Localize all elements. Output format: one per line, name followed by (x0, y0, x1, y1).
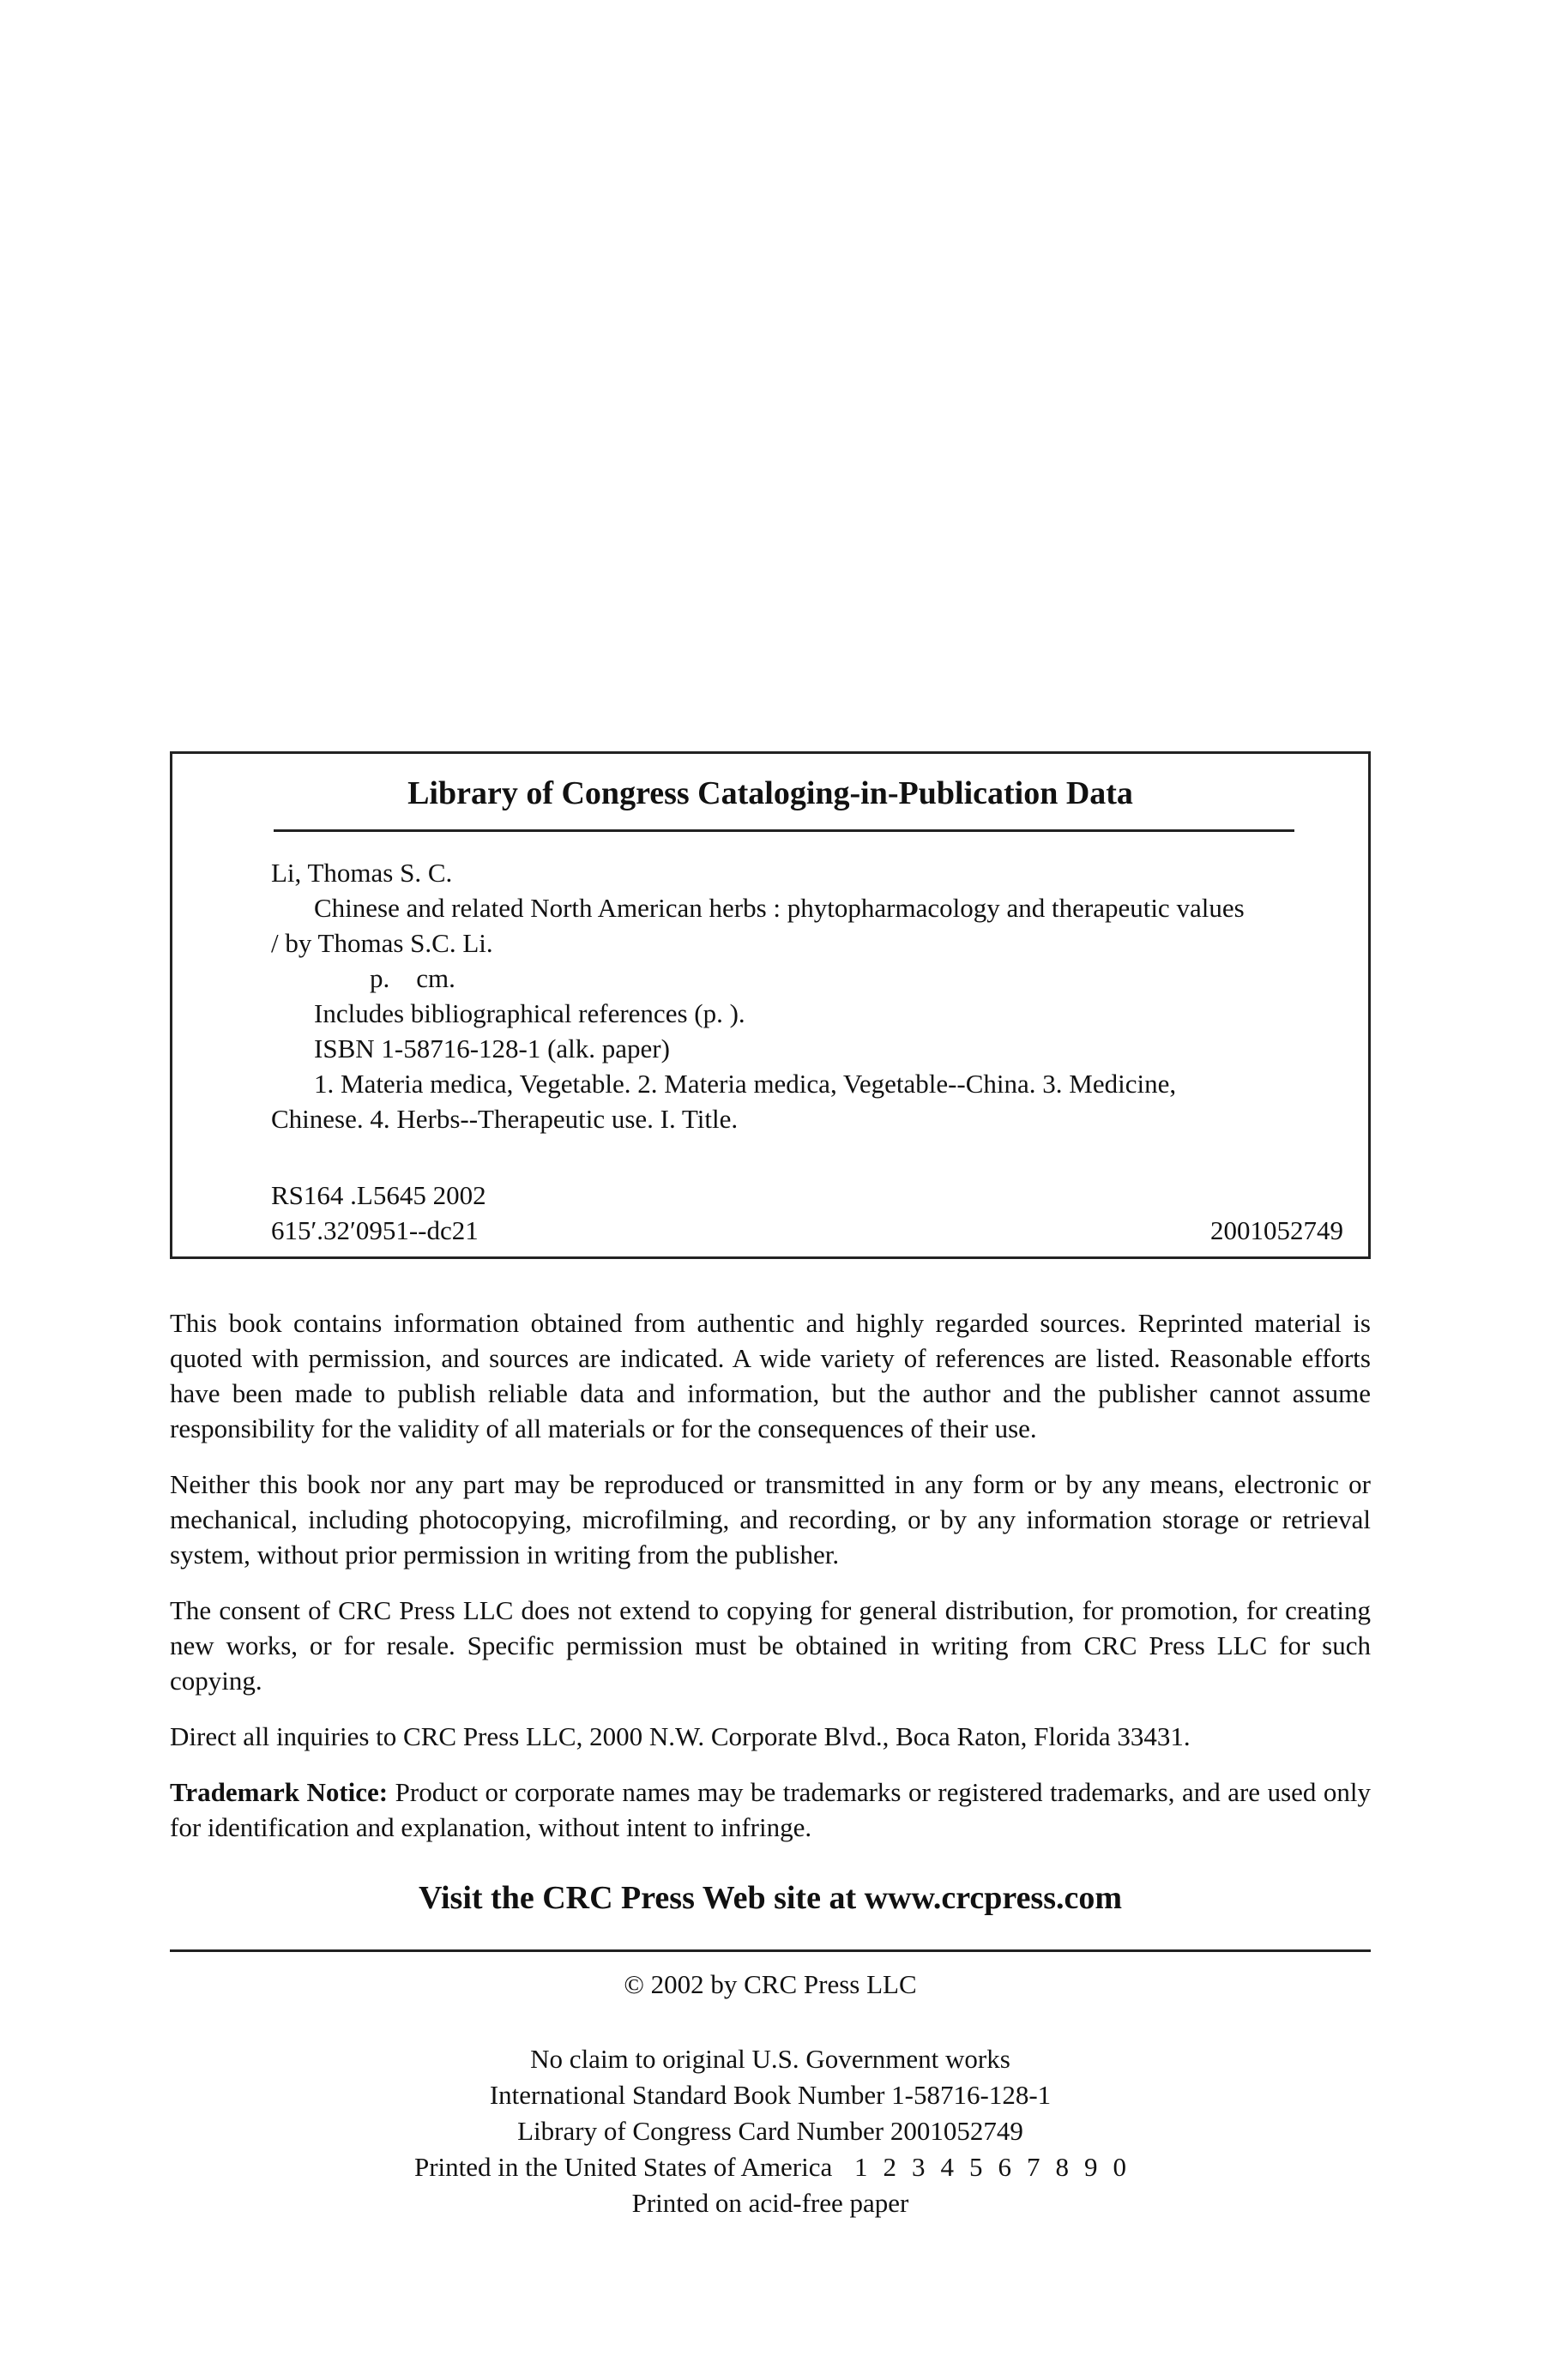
printing-number: 8 (1055, 2152, 1070, 2182)
printing-number: 0 (1113, 2152, 1127, 2182)
printed-in-line (170, 2149, 1371, 2185)
printing-number: 5 (969, 2152, 983, 2182)
cip-subjects: 1. Materia medica, Vegetable. 2. Materia medica, Vegetable--China. 3. Medicine, (314, 1069, 1177, 1099)
colophon (170, 2041, 1371, 2221)
cip-record (271, 855, 1343, 1136)
cip-dewey-row (271, 1213, 1343, 1248)
cip-data-box (170, 751, 1371, 1259)
cip-title: Library of Congress Cataloging-in-Publication Data (407, 775, 1133, 811)
lccn-line: Library of Congress Card Number 2001052749 (517, 2116, 1023, 2146)
cip-title-rule (274, 829, 1294, 832)
cip-lc-class: RS164 .L5645 2002 (271, 1180, 486, 1210)
acid-free-line: Printed on acid-free paper (631, 2188, 909, 2218)
isbn-line: International Standard Book Number 1-58716-128-1 (489, 2080, 1052, 2110)
copyright-line: © 2002 by CRC Press LLC (624, 1969, 917, 1999)
printing-number: 9 (1084, 2152, 1098, 2182)
cip-lccn: 2001052749 (1210, 1215, 1343, 1245)
notice-consent: The consent of CRC Press LLC does not extend to copying for general distribution, for promotion, for creating new works, or for resale. Specific permission must be obtained in writing from CRC Press LLC for such copying. (170, 1595, 1371, 1696)
visit-website: Visit the CRC Press Web site at www.crcpress.com (418, 1880, 1123, 1916)
notice-reproduction: Neither this book nor any part may be reproduced or transmitted in any form or by any means, electronic or mechanical, including photocopying, microfilming, and recording, or by any information storage or retrieval system, without prior permission in writing from the publisher. (170, 1469, 1371, 1570)
notice-sources: This book contains information obtained from authentic and highly regarded sources. Reprinted material is quoted with permission, and sources are indicated. A wide variety of references are listed. Reasonable efforts have been made to publish reliable data and information, but the author and the publisher cannot assume responsibility for the validity of all materials or for the consequences of their use. (170, 1308, 1371, 1443)
legal-notices (170, 1305, 1371, 1845)
printed-in-text: Printed in the United States of America (413, 2152, 833, 2182)
printing-number: 1 (854, 2152, 868, 2182)
cip-book-title-cont: / by Thomas S.C. Li. (271, 928, 493, 958)
trademark-text: Product or corporate names may be trademarks or registered trademarks, and are used only for identification and explanation, without intent to infringe. (170, 1777, 1371, 1842)
notice-inquiries: Direct all inquiries to CRC Press LLC, 2000 N.W. Corporate Blvd., Boca Raton, Florida 33431. (170, 1721, 1191, 1751)
printing-number: 6 (998, 2152, 1012, 2182)
cip-author: Li, Thomas S. C. (271, 858, 453, 888)
cip-isbn: ISBN 1-58716-128-1 (alk. paper) (314, 1033, 670, 1063)
cip-book-title: Chinese and related North American herbs : phytopharmacology and therapeutic values (314, 893, 1245, 923)
printing-number: 3 (912, 2152, 926, 2182)
trademark-label: Trademark Notice: (170, 1777, 389, 1807)
cip-bibliography: Includes bibliographical references (p. ). (314, 998, 745, 1028)
cip-classification (271, 1178, 1343, 1248)
cip-dewey: 615′.32′0951--dc21 (271, 1215, 479, 1245)
printing-number: 4 (940, 2152, 955, 2182)
notice-trademark (170, 1774, 1371, 1845)
gov-works-line: No claim to original U.S. Government works (530, 2044, 1010, 2074)
printing-number: 2 (883, 2152, 897, 2182)
printing-numbers (832, 2152, 1126, 2182)
cip-subjects-cont: Chinese. 4. Herbs--Therapeutic use. I. Title. (271, 1104, 739, 1134)
cip-pages: p. cm. (370, 963, 455, 993)
printing-number: 7 (1027, 2152, 1040, 2182)
divider-rule (170, 1949, 1371, 1952)
